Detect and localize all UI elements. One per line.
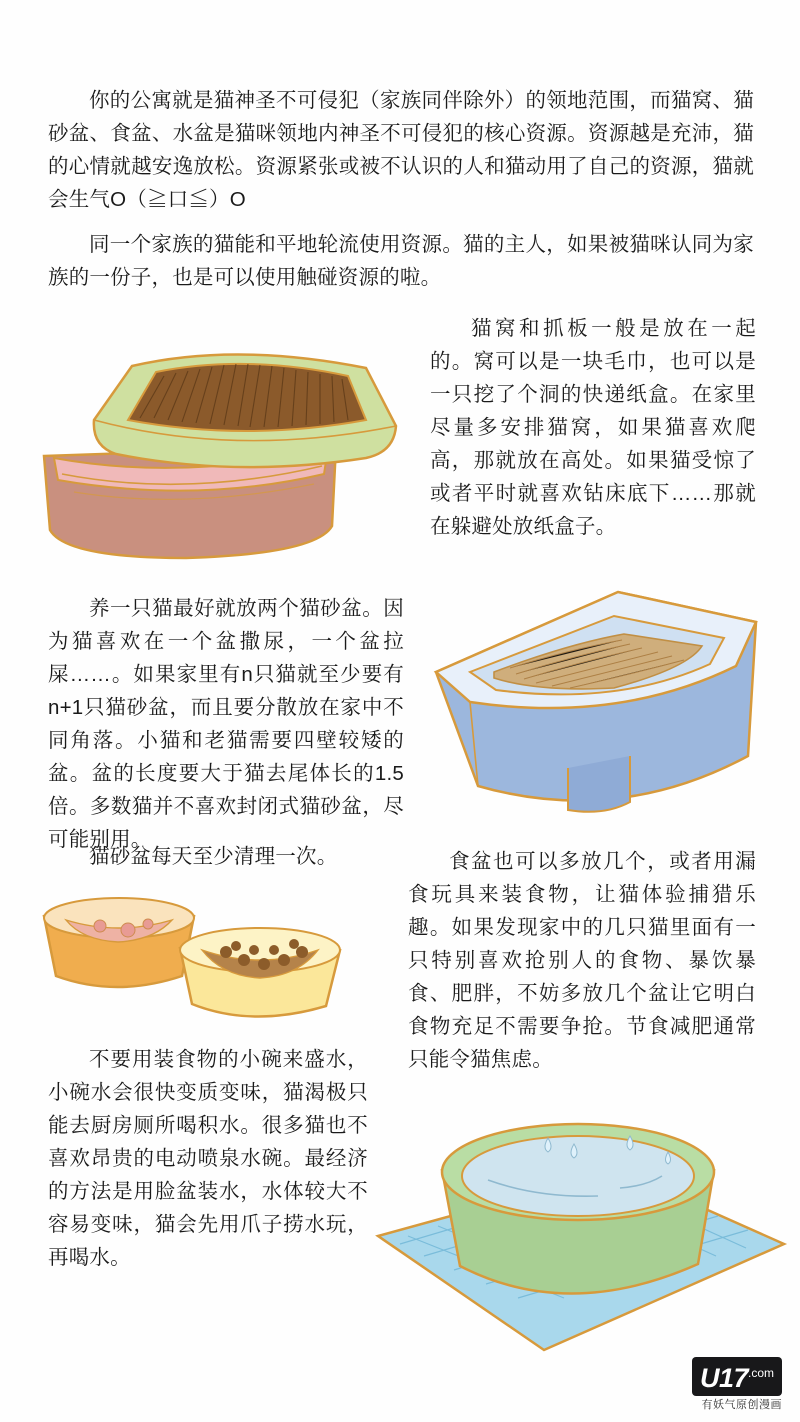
watermark-brand bbox=[692, 1357, 782, 1396]
cat-bed-illustration bbox=[36, 296, 436, 568]
litter-box-illustration bbox=[418, 580, 768, 838]
paragraph-litter-1: 养一只猫最好就放两个猫砂盆。因为猫喜欢在一个盆撒尿，一个盆拉屎……。如果家里有n只猫就至少要有n+1只猫砂盆，而且要分散放在家中不同角落。小猫和老猫需要四壁较矮的盆。盆的长度要大于猫去尾体长的1.5倍。多数猫并不喜欢封闭式猫砂盆，尽可能别用。 bbox=[48, 597, 404, 851]
watermark-brand-text: U17 bbox=[699, 1363, 748, 1393]
paragraph-territory-1: 你的公寓就是猫神圣不可侵犯（家族同伴除外）的领地范围，而猫窝、猫砂盆、食盆、水盆是猫咪领地内神圣不可侵犯的核心资源。资源越是充沛，猫的心情就越安逸放松。资源紧张或被不认识的人和猫动用了自己的资源，猫就会生气O（≧口≦）O bbox=[48, 89, 754, 211]
paragraph-territory-2: 同一个家族的猫能和平地轮流使用资源。猫的主人，如果被猫咪认同为家族的一份子，也是可以使用触碰资源的啦。 bbox=[48, 233, 754, 289]
paragraph-litter-2: 猫砂盆每天至少清理一次。 bbox=[89, 845, 338, 868]
paragraph-bed: 猫窝和抓板一般是放在一起的。窝可以是一块毛巾，也可以是一只挖了个洞的快递纸盒。在家里尽量多安排猫窝，如果猫喜欢爬高，那就放在高处。如果猫受惊了或者平时就喜欢钻床底下……那就在躲避处放纸盒子。 bbox=[430, 317, 756, 538]
watermark bbox=[650, 1363, 790, 1414]
paragraph-water: 不要用装食物的小碗来盛水，小碗水会很快变质变味，猫渴极只能去厨房厕所喝积水。很多猫也不喜欢昂贵的电动喷泉水碗。最经济的方法是用脸盆装水，水体较大不容易变味，猫会先用爪子捞水玩，再喝水。 bbox=[48, 1048, 368, 1269]
watermark-tagline: 有妖气原创漫画 bbox=[701, 1399, 782, 1411]
watermark-domain-suffix: .com bbox=[747, 1366, 774, 1380]
paragraph-food: 食盆也可以多放几个，或者用漏食玩具来装食物，让猫体验捕猎乐趣。如果发现家中的几只猫里面有一只特别喜欢抢别人的食物、暴饮暴食、肥胖，不妨多放几个盆让它明白食物充足不需要争抢。节食减肥通常只能令猫焦虑。 bbox=[408, 850, 756, 1071]
water-basin-illustration bbox=[368, 1030, 788, 1360]
food-bowls-illustration bbox=[30, 890, 360, 1030]
